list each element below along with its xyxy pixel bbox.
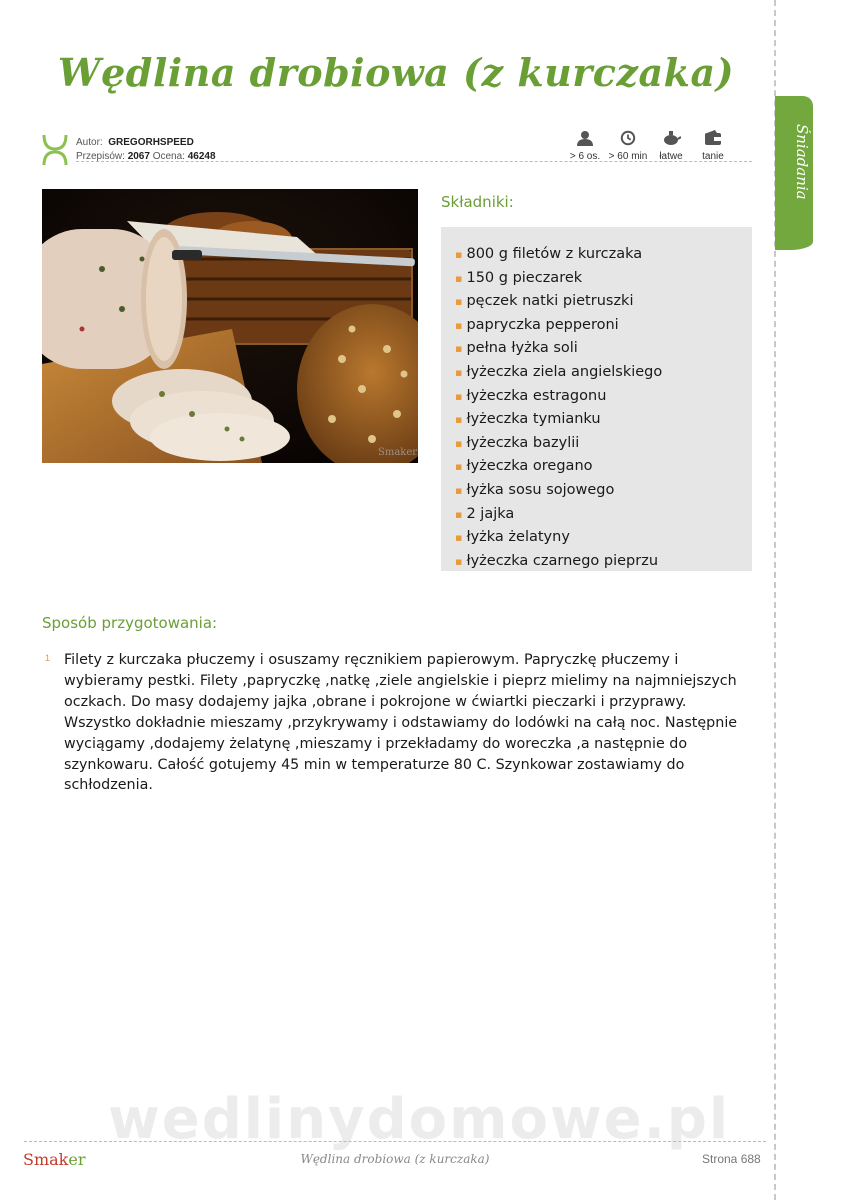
servings-value: > 6 os.	[569, 151, 601, 162]
ingredient-text: 150 g pieczarek	[466, 269, 583, 286]
preparation-heading: Sposób przygotowania:	[42, 614, 218, 632]
ingredient-item	[455, 267, 752, 291]
cost-value: tanie	[702, 151, 724, 162]
bullet-icon: ▪	[455, 342, 463, 356]
ingredient-item	[455, 314, 752, 338]
author-logo-icon	[40, 133, 70, 167]
bullet-icon: ▪	[455, 483, 463, 497]
ingredient-text: 800 g filetów z kurczaka	[466, 246, 643, 262]
page-number: Strona 688	[702, 1152, 761, 1166]
bullet-icon: ▪	[455, 295, 463, 309]
category-tab[interactable]	[775, 96, 813, 238]
ingredients-heading: Składniki:	[441, 193, 514, 211]
step-number: 1	[45, 653, 51, 663]
bullet-icon: ▪	[455, 436, 463, 450]
category-tab-label: Śniadania	[793, 124, 811, 200]
ingredient-item	[455, 385, 752, 409]
ingredients-box	[441, 227, 752, 571]
ingredient-text: łyżka żelatyny	[466, 529, 570, 546]
bullet-icon: ▪	[455, 248, 463, 261]
author-info	[76, 136, 216, 164]
recipe-title: Wędlina drobiowa (z kurczaka)	[57, 50, 735, 95]
photo-caption: Smaker	[378, 447, 418, 458]
cost-meta	[688, 130, 738, 162]
bullet-icon: ▪	[455, 365, 463, 379]
footer-title: Wędlina drobiowa (z kurczaka)	[300, 1152, 490, 1166]
brand-logo-part1: Smak	[23, 1150, 69, 1169]
ingredient-item	[455, 550, 752, 574]
difficulty-value: łatwe	[659, 151, 683, 162]
ingredient-text: łyżeczka ziela angielskiego	[466, 363, 663, 380]
ingredient-item	[455, 337, 752, 361]
footer-divider	[24, 1141, 766, 1142]
ingredient-item	[455, 503, 752, 527]
site-watermark: wedlinydomowe.pl	[108, 1087, 731, 1152]
bullet-icon: ▪	[455, 413, 463, 427]
bullet-icon: ▪	[455, 507, 463, 521]
recipes-count: 2067	[127, 151, 150, 162]
rating-label: Ocena:	[152, 151, 185, 162]
cooking-pot-icon	[661, 130, 681, 146]
ingredient-item	[455, 408, 752, 432]
clock-icon	[619, 130, 637, 146]
bullet-icon: ▪	[455, 460, 463, 474]
ingredients-list	[455, 243, 752, 573]
ingredient-item	[455, 361, 752, 385]
ingredient-item	[455, 455, 752, 479]
wallet-icon	[704, 130, 722, 146]
ingredient-item	[455, 432, 752, 456]
ingredient-text: pęczek natki pietruszki	[466, 293, 634, 310]
brand-logo-part2: er	[68, 1150, 86, 1169]
person-icon	[576, 130, 594, 146]
ingredient-text: 2 jajka	[466, 505, 515, 522]
author-name[interactable]: GREGORHSPEED	[108, 137, 194, 148]
ingredient-text: pełna łyżka soli	[466, 340, 578, 357]
bullet-icon: ▪	[455, 318, 463, 332]
ingredient-item	[455, 526, 752, 550]
ingredient-text: łyżeczka oregano	[466, 458, 593, 475]
time-value: > 60 min	[608, 151, 648, 162]
author-label: Autor:	[76, 137, 103, 148]
bullet-icon: ▪	[455, 531, 463, 545]
ingredient-text: łyżeczka tymianku	[466, 411, 601, 428]
ingredient-item	[455, 243, 752, 267]
bullet-icon: ▪	[455, 389, 463, 403]
ingredient-text: łyżeczka czarnego pieprzu	[466, 552, 659, 569]
ingredient-text: łyżeczka bazylii	[466, 434, 580, 451]
recipe-photo-image	[42, 189, 418, 463]
bullet-icon: ▪	[455, 271, 463, 285]
ingredient-item	[455, 479, 752, 503]
recipes-label: Przepisów:	[76, 151, 125, 162]
ingredient-text: łyżka sosu sojowego	[466, 481, 615, 498]
step-text: Filety z kurczaka płuczemy i osuszamy ręcznikiem papierowym. Papryczkę płuczemy i wybieramy pestki. Filety ,papryczkę ,natkę ,ziele angielskie i pieprz mielimy na najmniejszych oczkach. Do masy dodajemy jajka ,obrane i pokrojone w ćwiartki pieczarki i przyprawy. Wszystko dokładnie mieszamy ,przykrywamy i odstawiamy do lodówki na całą noc. Następnie wyciągamy ,dodajemy żelatynę ,mieszamy i przekładamy do woreczka ,a następnie do szynkowaru. Całość gotujemy 45 min w temperaturze 80 C. Szynkowar zostawiamy do schłodzenia.	[64, 652, 738, 794]
bullet-icon: ▪	[455, 554, 463, 568]
ingredient-text: papryczka pepperoni	[466, 316, 619, 333]
ingredient-item	[455, 290, 752, 314]
recipe-photo	[42, 189, 418, 463]
rating-value: 46248	[187, 151, 216, 162]
ingredient-text: łyżeczka estragonu	[466, 387, 607, 404]
